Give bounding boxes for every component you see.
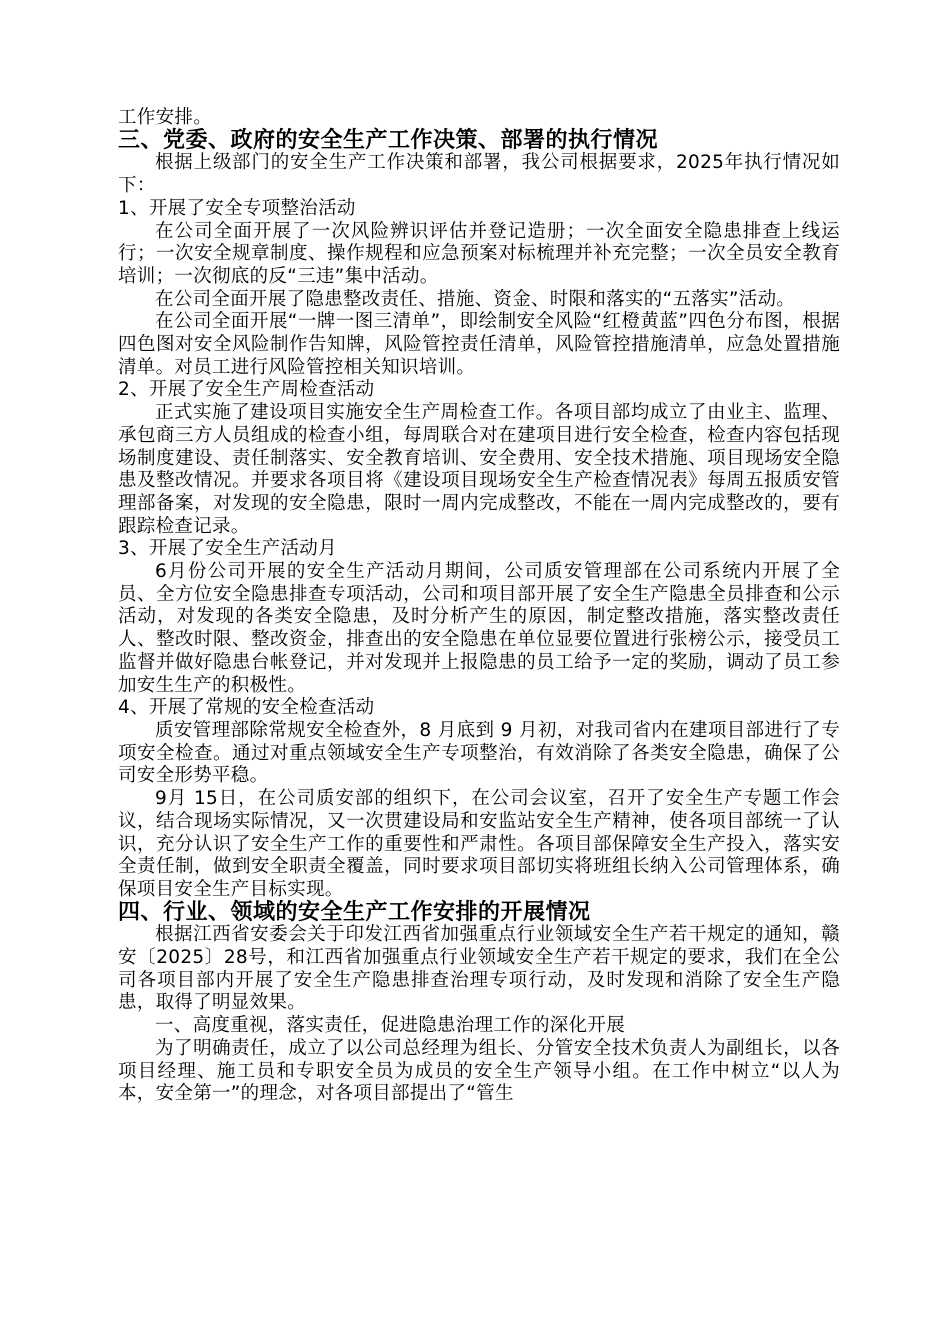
paragraph: 正式实施了建设项目实施安全生产周检查工作。各项目部均成立了由业主、监理、承包商三方人员组成的检查小组，每周联合对在建项目进行安全检查，检查内容包括现场制度建设、责任制落实、安全教育培训、安全费用、安全技术措施、项目现场安全隐患及整改情况。并要求各项目将《建设项目现场安全生产检查情况表》每周五报质安管理部备案，对发现的安全隐患，限时一周内完成整改，不能在一周内完成整改的，要有跟踪检查记录。 bbox=[118, 402, 840, 537]
paragraph: 在公司全面开展了隐患整改责任、措施、资金、时限和落实的“五落实”活动。 bbox=[155, 288, 796, 310]
document-page bbox=[118, 107, 840, 1106]
paragraph: 9月 15日，在公司质安部的组织下，在公司会议室，召开了安全生产专题工作会议，结合现场实际情况，又一次贯建设局和安监站安全生产精神，使各项目部统一了认识，充分认识了安全生产工作的重要性和严肃性。各项目部保障安全生产投入，落实安全责任制，做到安全职责全覆盖，同时要求项目部切实将班组长纳入公司管理体系，确保项目安全生产目标实现。 bbox=[118, 788, 840, 900]
paragraph: 工作安排。 bbox=[118, 107, 213, 128]
subsection-heading: 4、开展了常规的安全检查活动 bbox=[118, 697, 375, 719]
subsection-heading: 一、高度重视，落实责任，促进隐患治理工作的深化开展 bbox=[155, 1015, 626, 1037]
paragraph: 根据上级部门的安全生产工作决策和部署，我公司根据要求，2025年执行情况如下： bbox=[118, 152, 840, 197]
paragraph: 质安管理部除常规安全检查外，8 月底到 9 月初，对我司省内在建项目部进行了专项安全检查。通过对重点领域安全生产专项整治，有效消除了各类安全隐患，确保了公司安全形势平稳。 bbox=[118, 719, 840, 787]
subsection-heading: 2、开展了安全生产周检查活动 bbox=[118, 379, 375, 401]
subsection-heading: 3、开展了安全生产活动月 bbox=[118, 538, 337, 560]
paragraph: 在公司全面开展“一牌一图三清单”，即绘制安全风险“红橙黄蓝”四色分布图，根据四色图对安全风险制作告知牌，风险管控责任清单，风险管控措施清单，应急处置措施清单。对员工进行风险管控相关知识培训。 bbox=[118, 311, 840, 378]
section-heading-3: 三、党委、政府的安全生产工作决策、部署的执行情况 bbox=[118, 127, 659, 153]
paragraph: 根据江西省安委会关于印发江西省加强重点行业领域安全生产若干规定的通知，赣安〔2025〕28号，和江西省加强重点行业领域安全生产若干规定的要求，我们在全公司各项目部内开展了安全生产隐患排查治理专项行动，及时发现和消除了安全生产隐患，取得了明显效果。 bbox=[118, 924, 840, 1014]
section-heading-4: 四、行业、领域的安全生产工作安排的开展情况 bbox=[118, 899, 591, 925]
paragraph: 6月份公司开展的安全生产活动月期间，公司质安管理部在公司系统内开展了全员、全方位安全隐患排查专项活动，公司和项目部开展了安全生产隐患全员排查和公示活动，对发现的各类安全隐患，及时分析产生的原因，制定整改措施，落实整改责任人、整改时限、整改资金，排查出的安全隐患在单位显要位置进行张榜公示，接受员工监督并做好隐患台帐登记，并对发现并上报隐患的员工给予一定的奖励，调动了员工参加安生生产的积极性。 bbox=[118, 561, 840, 696]
paragraph: 为了明确责任，成立了以公司总经理为组长、分管安全技术负责人为副组长，以各项目经理、施工员和专职安全员为成员的安全生产领导小组。在工作中树立“以人为本，安全第一”的理念，对各项目部提出了“管生 bbox=[118, 1037, 840, 1105]
subsection-heading: 1、开展了安全专项整治活动 bbox=[118, 197, 356, 219]
paragraph: 在公司全面开展了一次风险辨识评估并登记造册；一次全面安全隐患排查上线运行；一次安全规章制度、操作规程和应急预案对标梳理并补充完整；一次全员安全教育培训；一次彻底的反“三违”集中活动。 bbox=[118, 220, 840, 287]
